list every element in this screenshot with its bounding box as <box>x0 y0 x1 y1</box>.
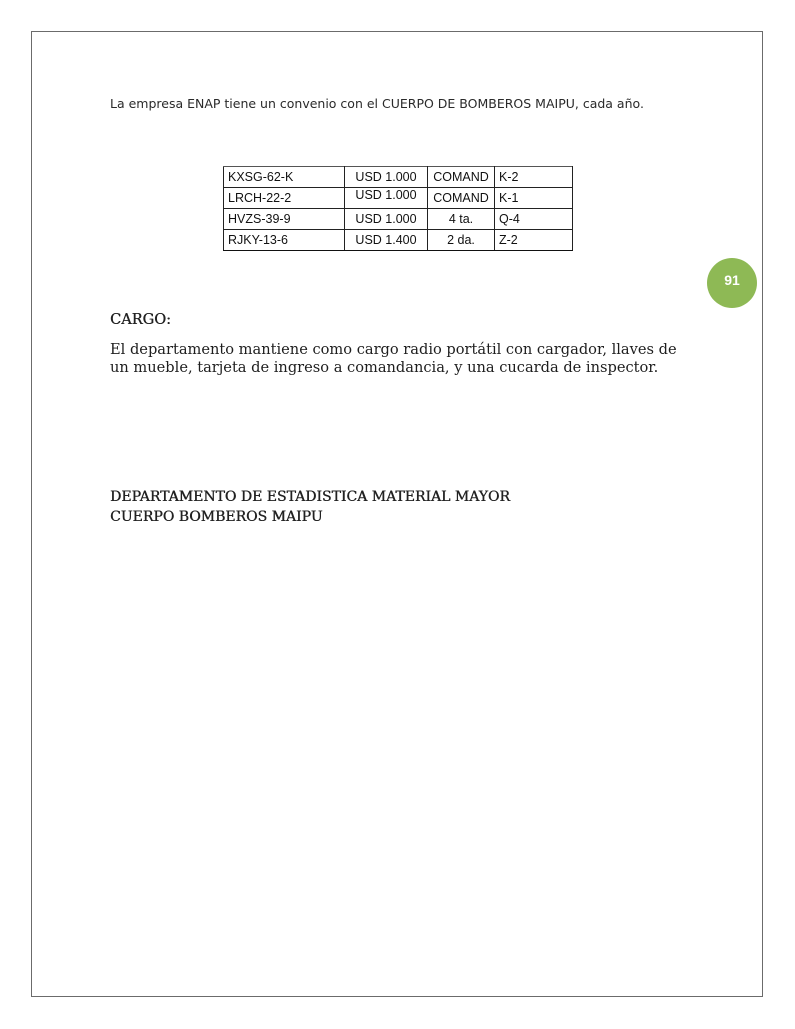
station-cell: 2 da. <box>428 230 495 251</box>
code-cell: Z-2 <box>495 230 573 251</box>
organization-name: CUERPO BOMBEROS MAIPU <box>110 509 323 525</box>
plate-cell: HVZS-39-9 <box>224 209 345 230</box>
table-row <box>224 230 573 251</box>
vehicles-table <box>223 166 573 251</box>
plate-cell: LRCH-22-2 <box>224 188 345 209</box>
cargo-paragraph: El departamento mantiene como cargo radio portátil con cargador, llaves de un mueble, tarjeta de ingreso a comandancia, y una cucarda de inspector. <box>110 341 677 376</box>
department-name: DEPARTAMENTO DE ESTADISTICA MATERIAL MAYOR <box>110 489 510 505</box>
code-cell: Q-4 <box>495 209 573 230</box>
station-cell: COMAND <box>428 167 495 188</box>
amount-cell: USD 1.000 <box>345 167 428 188</box>
plate-cell: KXSG-62-K <box>224 167 345 188</box>
amount-cell: USD 1.000 <box>345 209 428 230</box>
table-row <box>224 209 573 230</box>
table-row <box>224 188 573 209</box>
page-number-badge <box>707 258 757 308</box>
plate-cell: RJKY-13-6 <box>224 230 345 251</box>
table-row <box>224 167 573 188</box>
station-cell: COMAND <box>428 188 495 209</box>
amount-cell: USD 1.000 <box>345 188 428 209</box>
station-cell: 4 ta. <box>428 209 495 230</box>
page-number: 91 <box>724 272 740 288</box>
amount-cell: USD 1.400 <box>345 230 428 251</box>
department-signature <box>110 487 510 527</box>
intro-paragraph: La empresa ENAP tiene un convenio con el CUERPO DE BOMBEROS MAIPU, cada año. <box>110 96 644 111</box>
code-cell: K-1 <box>495 188 573 209</box>
cargo-heading: CARGO: <box>110 312 171 328</box>
code-cell: K-2 <box>495 167 573 188</box>
